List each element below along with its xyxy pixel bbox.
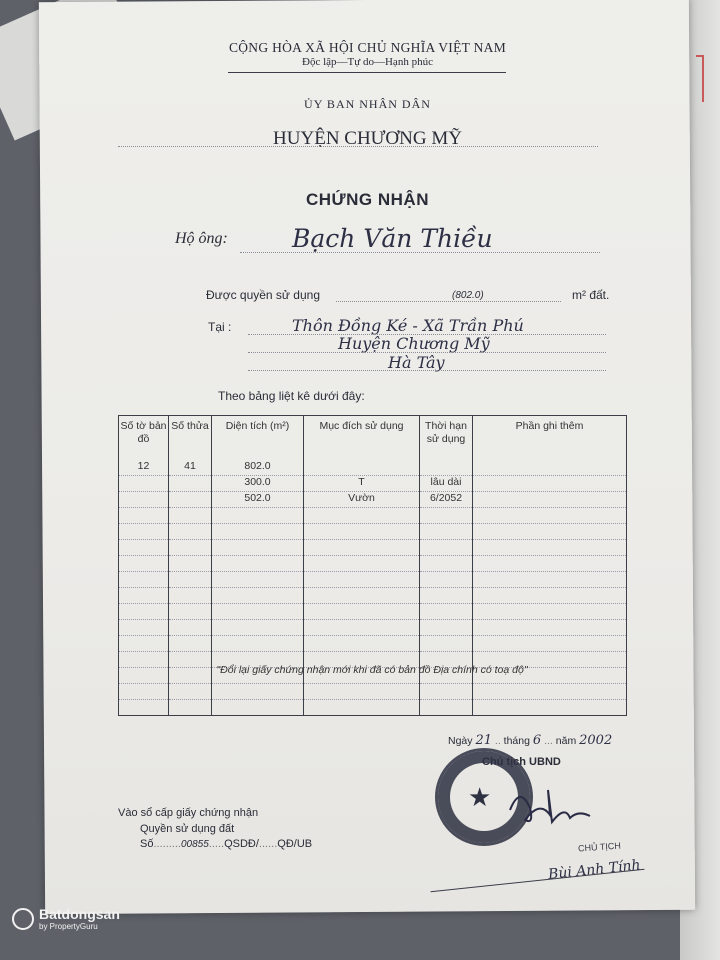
- table-cell: [304, 572, 420, 588]
- signer-title: Chủ tịch UBND: [482, 756, 561, 768]
- table-cell: [119, 508, 169, 524]
- table-cell: [169, 572, 212, 588]
- registry-number: 00855: [180, 839, 209, 850]
- registry-code: QSDĐ/: [224, 838, 259, 850]
- date-year: 2002: [579, 733, 613, 748]
- table-row: [119, 492, 627, 508]
- table-cell: [169, 620, 212, 636]
- table-cell: [169, 540, 212, 556]
- seal-star-icon: ★: [468, 782, 492, 812]
- table-cell: [119, 476, 169, 492]
- table-cell: [304, 508, 420, 524]
- table-cell: [473, 604, 627, 620]
- committee-label: ỦY BAN NHÂN DÂN: [304, 97, 431, 111]
- table-cell: [119, 572, 169, 588]
- table-cell: [304, 620, 420, 636]
- table-cell: 300.0: [212, 476, 304, 492]
- table-cell: [420, 572, 473, 588]
- table-cell: [473, 460, 627, 476]
- table-row: [119, 476, 627, 492]
- table-cell: [304, 684, 420, 700]
- table-cell: [420, 460, 473, 476]
- table-cell: [169, 684, 212, 700]
- holder-line: [240, 252, 600, 253]
- table-cell: [212, 588, 304, 604]
- table-cell: [473, 540, 627, 556]
- table-cell: [304, 588, 420, 604]
- table-cell: [119, 588, 169, 604]
- signer-name: Bùi Anh Tính: [547, 857, 642, 883]
- table-cell: [420, 556, 473, 572]
- table-cell: 6/2052: [420, 492, 473, 508]
- table-cell: [212, 508, 304, 524]
- header-term: Thời hạn sử dụng: [420, 416, 473, 461]
- location-line1: Thôn Đồng Ké - Xã Trần Phú: [292, 316, 524, 335]
- table-cell: [169, 508, 212, 524]
- table-cell: [169, 524, 212, 540]
- table-cell: [119, 700, 169, 716]
- table-cell: [169, 588, 212, 604]
- table-cell: [473, 524, 627, 540]
- header-purpose: Mục đích sử dụng: [304, 416, 420, 461]
- header-parcel: Số thửa: [169, 416, 212, 461]
- table-cell: [420, 588, 473, 604]
- location-line2: Huyện Chương Mỹ: [338, 334, 490, 353]
- table-cell: [473, 636, 627, 652]
- date-day: 21: [475, 733, 492, 748]
- table-cell: [169, 556, 212, 572]
- watermark: [12, 906, 120, 931]
- area-value: (802.0): [452, 290, 484, 301]
- date-month-label: tháng: [503, 735, 530, 747]
- table-cell: [420, 540, 473, 556]
- national-motto: Độc lập—Tự do—Hạnh phúc: [302, 56, 433, 68]
- table-cell: [212, 700, 304, 716]
- table-cell: [212, 620, 304, 636]
- registry-line2: Quyền sử dụng đất: [140, 823, 235, 835]
- table-cell: [169, 476, 212, 492]
- table-row: [119, 460, 627, 476]
- location-underline-3: [248, 370, 606, 371]
- registry-line1: Vào sổ cấp giấy chứng nhận: [118, 807, 259, 819]
- table-cell: 41: [169, 460, 212, 476]
- table-cell: [169, 636, 212, 652]
- holder-label: Hộ ông:: [175, 230, 228, 247]
- table-cell: [473, 700, 627, 716]
- table-cell: [119, 492, 169, 508]
- header-map-sheet: Số tờ bản đồ: [119, 416, 169, 461]
- location-label: Tại :: [208, 320, 232, 334]
- table-cell: [304, 540, 420, 556]
- location-line3: Hà Tây: [388, 353, 445, 372]
- table-cell: [304, 700, 420, 716]
- date-month: 6: [532, 733, 542, 748]
- district-name: HUYỆN CHƯƠNG MỸ: [273, 128, 462, 149]
- table-cell: [169, 492, 212, 508]
- table-cell: [212, 524, 304, 540]
- table-cell: [119, 604, 169, 620]
- table-cell: [420, 604, 473, 620]
- table-note: "Đổi lại giấy chứng nhận mới khi đã có bản đồ Địa chính có toạ độ": [216, 664, 528, 676]
- area-unit: m² đất.: [572, 288, 610, 302]
- table-cell: lâu dài: [420, 476, 473, 492]
- table-cell: [473, 684, 627, 700]
- table-cell: [304, 604, 420, 620]
- table-cell: [473, 556, 627, 572]
- holder-name: Bạch Văn Thiều: [292, 224, 493, 253]
- table-cell: [212, 636, 304, 652]
- table-cell: [420, 620, 473, 636]
- table-cell: [212, 684, 304, 700]
- table-cell: [119, 620, 169, 636]
- table-cell: [169, 604, 212, 620]
- district-underline: [118, 146, 598, 147]
- table-cell: [420, 700, 473, 716]
- registry-number-line: Số.........00855.....QSDĐ/......QĐ/UB: [140, 838, 313, 850]
- table-cell: 502.0: [212, 492, 304, 508]
- motto-underline: [228, 72, 506, 73]
- table-cell: Vườn: [304, 492, 420, 508]
- area-line: [336, 301, 561, 302]
- table-cell: [304, 636, 420, 652]
- table-cell: [212, 604, 304, 620]
- table-cell: [304, 524, 420, 540]
- table-cell: [420, 524, 473, 540]
- header-area: Diện tích (m²): [212, 416, 304, 461]
- table-cell: [119, 524, 169, 540]
- table-header-row: [119, 416, 627, 461]
- table-cell: [304, 556, 420, 572]
- table-cell: [420, 636, 473, 652]
- watermark-brand: Batdongsan: [39, 906, 120, 922]
- table-cell: [420, 684, 473, 700]
- list-intro: Theo bảng liệt kê dưới đây:: [218, 389, 365, 403]
- republic-title: CỘNG HÒA XÃ HỘI CHỦ NGHĨA VIỆT NAM: [228, 40, 507, 55]
- certificate-title: CHỨNG NHẬN: [306, 190, 429, 209]
- registry-prefix: Số: [140, 838, 154, 850]
- table-cell: [119, 540, 169, 556]
- table-cell: [212, 556, 304, 572]
- table-cell: 12: [119, 460, 169, 476]
- date-prefix: Ngày: [448, 735, 473, 747]
- issue-date: Ngày 21 .. tháng 6 ... năm 2002: [448, 733, 613, 748]
- table-cell: [420, 508, 473, 524]
- signer-position: CHỦ TỊCH: [577, 840, 622, 854]
- registry-suffix: QĐ/UB: [277, 838, 313, 850]
- table-cell: [473, 476, 627, 492]
- table-cell: [119, 636, 169, 652]
- table-cell: [119, 684, 169, 700]
- table-cell: [473, 508, 627, 524]
- table-cell: [304, 460, 420, 476]
- table-cell: [212, 540, 304, 556]
- signature-scribble: [490, 780, 600, 840]
- table-cell: [473, 492, 627, 508]
- watermark-sub: by PropertyGuru: [39, 922, 98, 931]
- header-notes: Phần ghi thêm: [473, 416, 627, 461]
- date-year-label: năm: [555, 735, 577, 747]
- watermark-logo-icon: [12, 908, 34, 930]
- table-cell: [473, 588, 627, 604]
- table-cell: [473, 620, 627, 636]
- table-cell: 802.0: [212, 460, 304, 476]
- table-cell: [473, 572, 627, 588]
- table-cell: [212, 572, 304, 588]
- table-cell: [119, 556, 169, 572]
- table-cell: T: [304, 476, 420, 492]
- table-cell: [169, 700, 212, 716]
- area-label: Được quyền sử dụng: [206, 288, 320, 302]
